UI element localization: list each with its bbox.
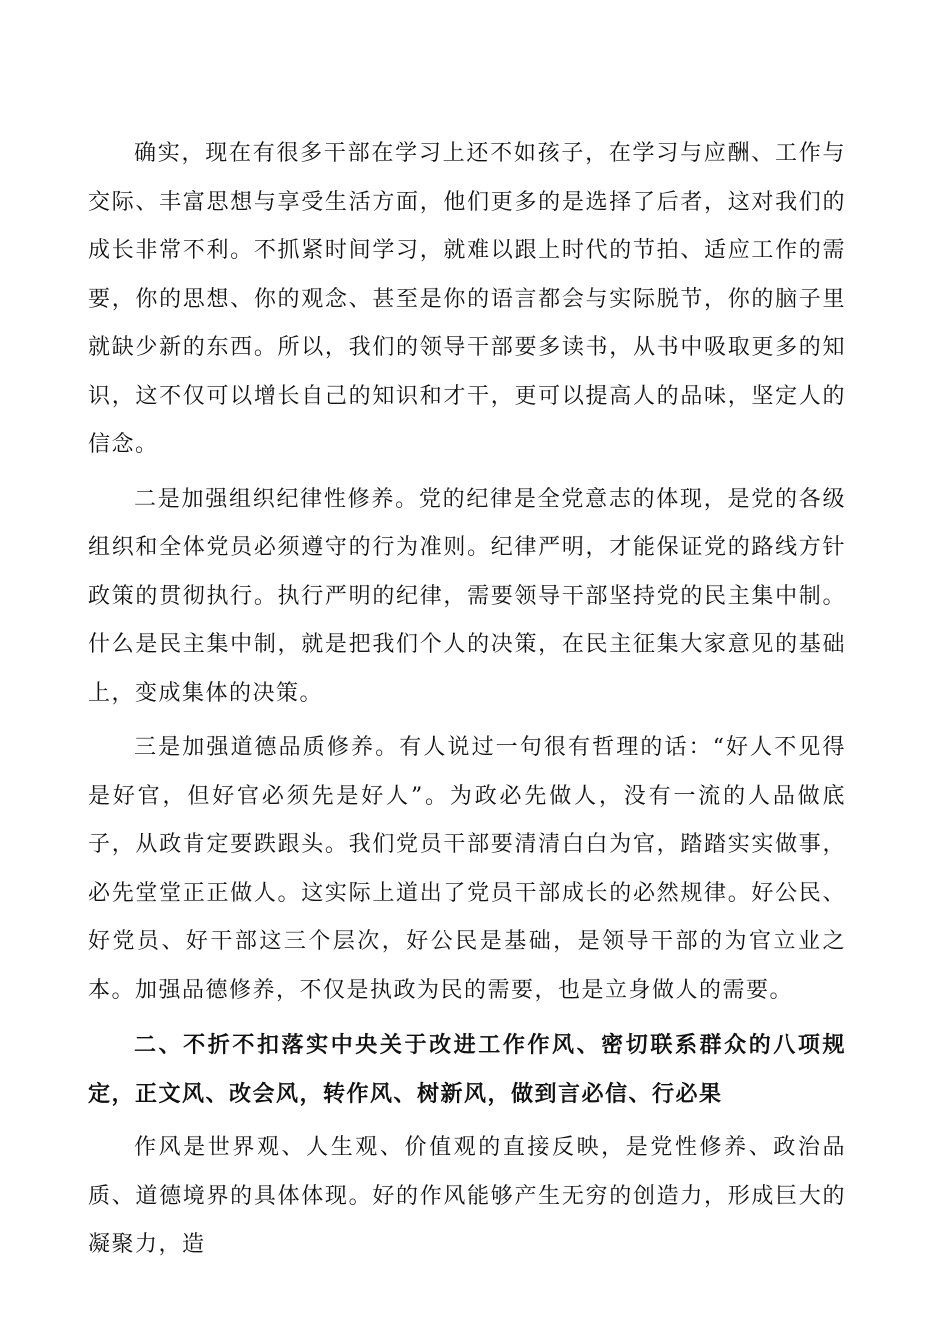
section-heading-two: 二、不折不扣落实中央关于改进工作作风、密切联系群众的八项规定，正文风、改会风，转作风、树新风，做到言必信、行必果 <box>88 1032 846 1107</box>
paragraph-discipline: 二是加强组织纪律性修养。党的纪律是全党意志的体现，是党的各级组织和全体党员必须遵守的行为准则。纪律严明，才能保证党的路线方针政策的贯彻执行。执行严明的纪律，需要领导干部坚持党的民主集中制。什么是民主集中制，就是把我们个人的决策，在民主征集大家意见的基础上，变成集体的决策。 <box>88 486 846 706</box>
paragraph-study: 确实，现在有很多干部在学习上还不如孩子，在学习与应酬、工作与交际、丰富思想与享受生活方面，他们更多的是选择了后者，这对我们的成长非常不利。不抓紧时间学习，就难以跟上时代的节拍、适应工作的需要，你的思想、你的观念、甚至是你的语言都会与实际脱节，你的脑子里就缺少新的东西。所以，我们的领导干部要多读书，从书中吸取更多的知识，这不仅可以增长自己的知识和才干，更可以提高人的品味，坚定人的信念。 <box>88 141 846 457</box>
paragraph-work-style: 作风是世界观、人生观、价值观的直接反映，是党性修养、政治品质、道德境界的具体体现。好的作风能够产生无穷的创造力，形成巨大的凝聚力，造 <box>88 1135 846 1257</box>
paragraph-morality: 三是加强道德品质修养。有人说过一句很有哲理的话：“好人不见得是好官，但好官必须先是好人”。为政必先做人，没有一流的人品做底子，从政肯定要跌跟头。我们党员干部要清清白白为官，踏踏实实做事，必先堂堂正正做人。这实际上道出了党员干部成长的必然规律。好公民、好党员、好干部这三个层次，好公民是基础，是领导干部的为官立业之本。加强品德修养，不仅是执政为民的需要，也是立身做人的需要。 <box>88 735 846 1003</box>
document-page <box>88 130 846 1276</box>
